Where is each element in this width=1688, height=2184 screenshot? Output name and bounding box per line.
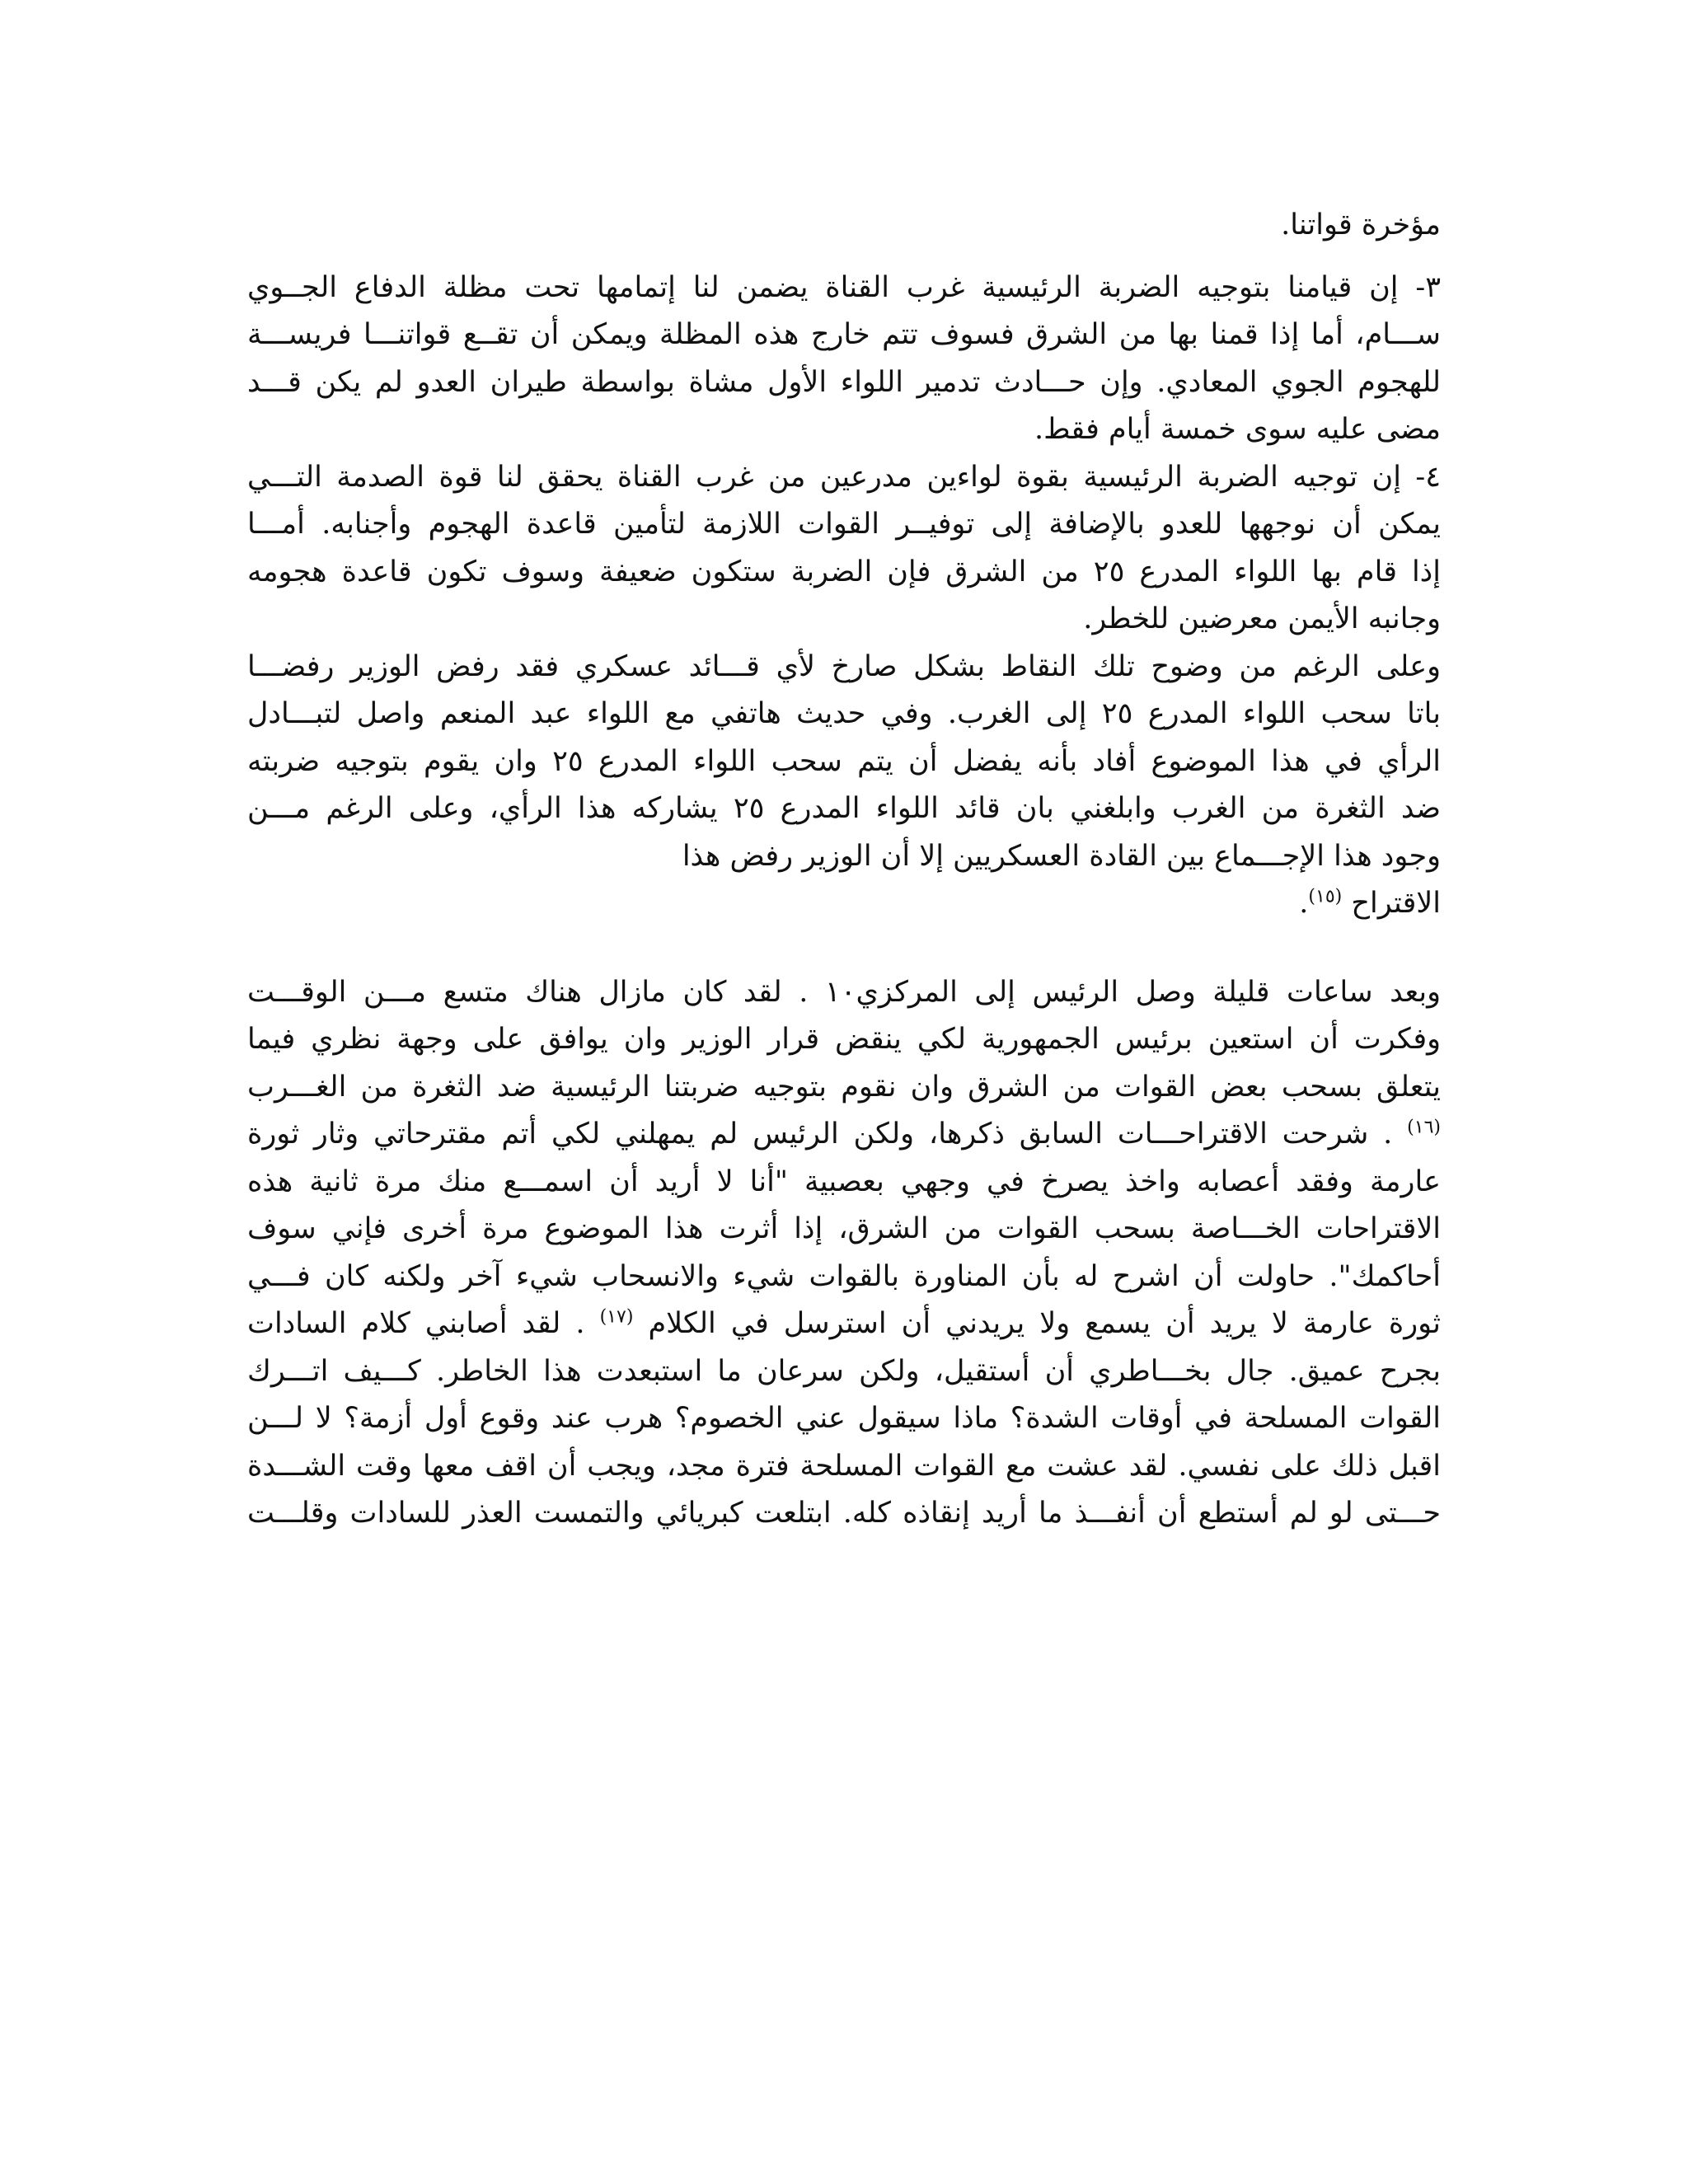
text-line: وفكرت أن استعين برئيس الجمهورية لكي ينقض قرار الوزير وان يوافق على وجهة نظري فيما	[247, 1023, 1441, 1056]
text-line: وعلى الرغم من وضوح تلك النقاط بشكل صارخ لأي قـــائد عسكري فقد رفض الوزير رفضـــا	[247, 649, 1441, 683]
footnote-ref-16: (١٦)	[1407, 1117, 1441, 1138]
text-line: الرأي في هذا الموضوع أفاد بأنه يفضل أن يتم سحب اللواء المدرع ٢٥ وان يقوم بتوجيه ضربته	[247, 744, 1441, 778]
text-line: وجانبه الأيمن معرضين للخطر.	[1083, 602, 1441, 635]
text-line-footnote-15	[247, 880, 1441, 928]
text-fragment: . شرحت الاقتراحـــات السابق ذكرها، ولكن الرئيس لم يمهلني لكي أتم مقترحاتي وثار ثورة	[247, 1118, 1393, 1151]
document-body	[247, 202, 1441, 1538]
text-fragment: ثورة عارمة لا يريد أن يسمع ولا يريدني أن استرسل في الكلام	[648, 1307, 1441, 1340]
text-line: وبعد ساعات قليلة وصل الرئيس إلى المركزي١٠ . لقد كان مازال هناك متسع مـــن الوقـــت	[247, 975, 1441, 1009]
text-line: عارمة وفقد أعصابه واخذ يصرخ في وجهي بعصبية "أنا لا أريد أن اسمـــع منك مرة ثانية هذه	[247, 1165, 1441, 1198]
text-line-footnote-17	[247, 1301, 1441, 1348]
text-fragment: الاقتراح	[1351, 887, 1441, 920]
text-line: اقبل ذلك على نفسي. لقد عشت مع القوات المسلحة فترة مجد، ويجب أن اقف معها وقت الشـــدة	[247, 1449, 1441, 1483]
text-line: وجود هذا الإجـــماع بين القادة العسكريين إلا أن الوزير رفض هذا	[682, 839, 1441, 873]
text-line: ٤- إن توجيه الضربة الرئيسية بقوة لواءين مدرعين من غرب القناة يحقق لنا قوة الصدمة التـــي	[247, 460, 1441, 494]
text-fragment: . لقد أصابني كلام السادات	[247, 1307, 585, 1340]
text-line: للهجوم الجوي المعادي. وإن حـــادث تدمير اللواء الأول مشاة بواسطة طيران العدو لم يكن قـــد	[247, 365, 1441, 399]
text-line: ٣- إن قيامنا بتوجيه الضربة الرئيسية غرب القناة يضمن لنا إتمامها تحت مظلة الدفاع الجــوي	[247, 270, 1441, 304]
text-line: القوات المسلحة في أوقات الشدة؟ ماذا سيقول عني الخصوم؟ هرب عند وقوع أول أزمة؟ لا لـــن	[247, 1402, 1441, 1435]
text-line: الاقتراحات الخـــاصة بسحب القوات من الشرق، إذا أثرت هذا الموضوع مرة أخرى فإني سوف	[247, 1212, 1441, 1245]
text-line-footnote-16	[247, 1111, 1441, 1159]
text-line: إذا قام بها اللواء المدرع ٢٥ من الشرق فإن الضربة ستكون ضعيفة وسوف تكون قاعدة هجومه	[247, 555, 1441, 588]
text-line: مضى عليه سوى خمسة أيام فقط.	[1034, 413, 1441, 446]
text-line: ضد الثغرة من الغرب وابلغني بان قائد اللواء المدرع ٢٥ يشاركه هذا الرأي، وعلى الرغم مـــن	[247, 792, 1441, 825]
text-line: حـــتى لو لم أستطع أن أنفـــذ ما أريد إنقاذه كله. ابتلعت كبريائي والتمست العذر للسادات وقلـــت	[247, 1497, 1441, 1530]
text-line: يتعلق بسحب بعض القوات من الشرق وان نقوم بتوجيه ضربتنا الرئيسية ضد الثغرة من الغـــرب	[247, 1070, 1441, 1104]
text-line: باتا سحب اللواء المدرع ٢٥ إلى الغرب. وفي حديث هاتفي مع اللواء عبد المنعم واصل لتبـــادل	[247, 697, 1441, 730]
text-line: بجرح عميق. جال بخـــاطري أن أستقيل، ولكن سرعان ما استبعدت هذا الخاطر. كـــيف اتـــرك	[247, 1354, 1441, 1388]
period: .	[1299, 887, 1309, 920]
text-line: ســـام، أما إذا قمنا بها من الشرق فسوف تتم خارج هذه المظلة ويمكن أن تقــع قواتنـــا فريســـة	[247, 318, 1441, 351]
footnote-ref-17: (١٧)	[599, 1306, 634, 1328]
text-line: يمكن أن نوجهها للعدو بالإضافة إلى توفيــر القوات اللازمة لتأمين قاعدة الهجوم وأجنابه. أمـــا	[247, 508, 1441, 541]
text-line: مؤخرة قواتنا.	[1281, 209, 1441, 241]
text-line: أحاكمك". حاولت أن اشرح له بأن المناورة بالقوات شيء والانسحاب شيء آخر ولكنه كان فـــي	[247, 1259, 1441, 1293]
footnote-ref-15: (١٥)	[1308, 886, 1343, 907]
